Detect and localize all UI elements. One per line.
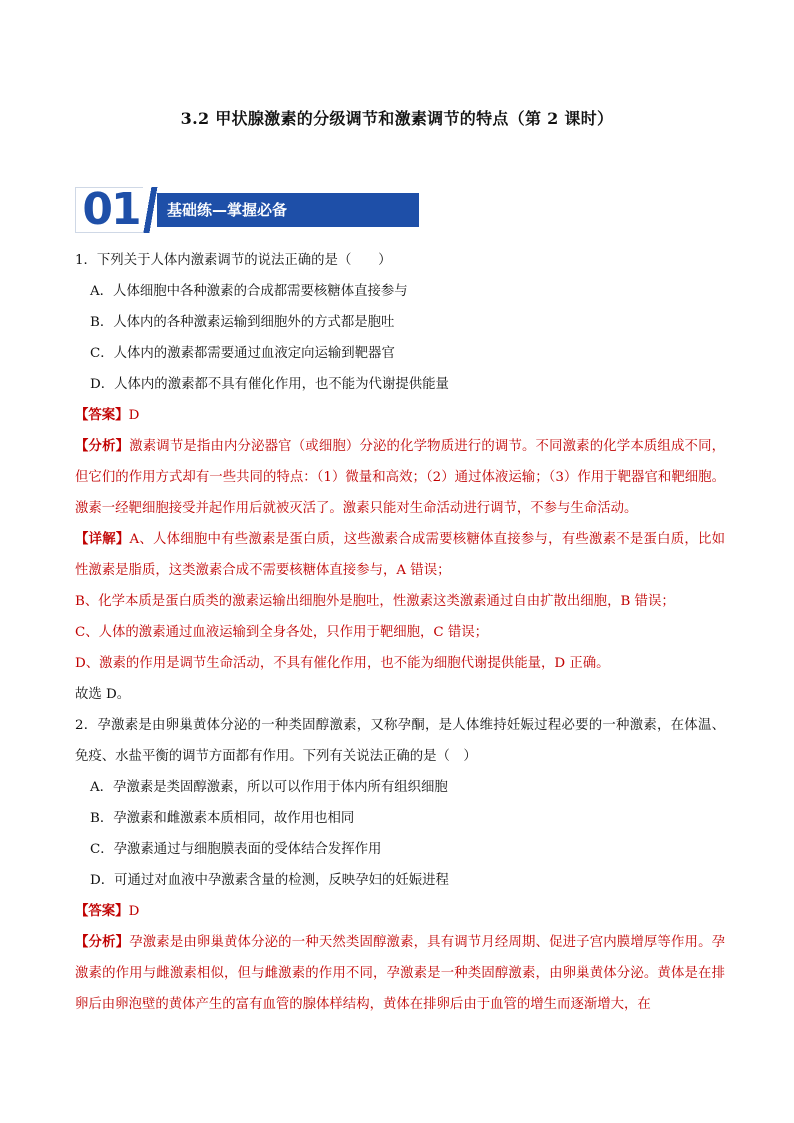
question-1-detail-d: D、激素的作用是调节生命活动，不具有催化作用，也不能为细胞代谢提供能量，D 正确。 (75, 656, 610, 671)
question-1-option-c: C．人体内的激素都需要通过血液定向运输到靶器官 (90, 346, 395, 361)
question-2-option-b: B．孕激素和雌激素本质相同，故作用也相同 (90, 811, 355, 826)
question-2-option-a: A．孕激素是类固醇激素，所以可以作用于体内所有组织细胞 (90, 780, 448, 795)
question-1-option-d: D．人体内的激素都不具有催化作用，也不能为代谢提供能量 (90, 377, 449, 392)
question-1-detail (75, 524, 725, 586)
question-1-option-b: B．人体内的各种激素运输到细胞外的方式都是胞吐 (90, 315, 395, 330)
section-banner (75, 184, 345, 235)
answer-tag: 【答案】 (75, 903, 129, 919)
question-2-answer (75, 896, 725, 927)
question-1-answer (75, 400, 725, 431)
question-2-analysis (75, 927, 725, 1020)
question-1-analysis (75, 431, 725, 524)
detail-text: A、人体细胞中有些激素是蛋白质，这些激素合成需要核糖体直接参与，有些激素不是蛋白质，比如性激素是脂质，这类激素合成不需要核糖体直接参与，A 错误； (75, 532, 725, 578)
question-1-conclusion: 故选 D。 (75, 687, 131, 702)
question-2-option-d: D．可通过对血液中孕激素含量的检测，反映孕妇的妊娠进程 (90, 873, 449, 888)
section-label: 基础练—掌握必备 (157, 193, 419, 227)
document-content (75, 245, 725, 1020)
analysis-tag: 【分析】 (75, 934, 130, 950)
answer-value: D (128, 904, 140, 919)
analysis-tag: 【分析】 (75, 438, 130, 454)
detail-tag: 【详解】 (75, 531, 130, 547)
answer-value: D (128, 408, 140, 423)
analysis-text: 激素调节是指由内分泌器官（或细胞）分泌的化学物质进行的调节。不同激素的化学本质组成不同，但它们的作用方式却有一些共同的特点：（1）微量和高效；（2）通过体液运输；（3）作用于靶器官和靶细胞。激素一经靶细胞接受并起作用后就被灭活了。激素只能对生命活动进行调节，不参与生命活动。 (75, 439, 726, 516)
question-1-detail-c: C、人体的激素通过血液运输到全身各处，只作用于靶细胞，C 错误； (75, 625, 489, 640)
question-1-option-a: A．人体细胞中各种激素的合成都需要核糖体直接参与 (90, 284, 408, 299)
answer-tag: 【答案】 (75, 407, 129, 423)
question-2-stem: 2．孕激素是由卵巢黄体分泌的一种类固醇激素，又称孕酮，是人体维持妊娠过程必要的一种激素，在体温、免疫、水盐平衡的调节方面都有作用。下列有关说法正确的是（ ） (75, 718, 725, 764)
page-title: 3.2 甲状腺激素的分级调节和激素调节的特点（第 2 课时） (180, 109, 614, 128)
section-number: 01 (75, 187, 147, 233)
question-1-detail-b: B、化学本质是蛋白质类的激素运输出细胞外是胞吐，性激素这类激素通过自由扩散出细胞，B 错误； (75, 594, 675, 609)
question-2-option-c: C．孕激素通过与细胞膜表面的受体结合发挥作用 (90, 842, 382, 857)
analysis-text: 孕激素是由卵巢黄体分泌的一种天然类固醇激素，具有调节月经周期、促进子宫内膜增厚等作用。孕激素的作用与雌激素相似，但与雌激素的作用不同，孕激素是一种类固醇激素，由卵巢黄体分泌。黄体是在排卵后由卵泡壁的黄体产生的富有血管的腺体样结构，黄体在排卵后由于血管的增生而逐渐增大，在 (75, 935, 726, 1012)
question-1-stem: 1．下列关于人体内激素调节的说法正确的是（ ） (75, 253, 392, 268)
